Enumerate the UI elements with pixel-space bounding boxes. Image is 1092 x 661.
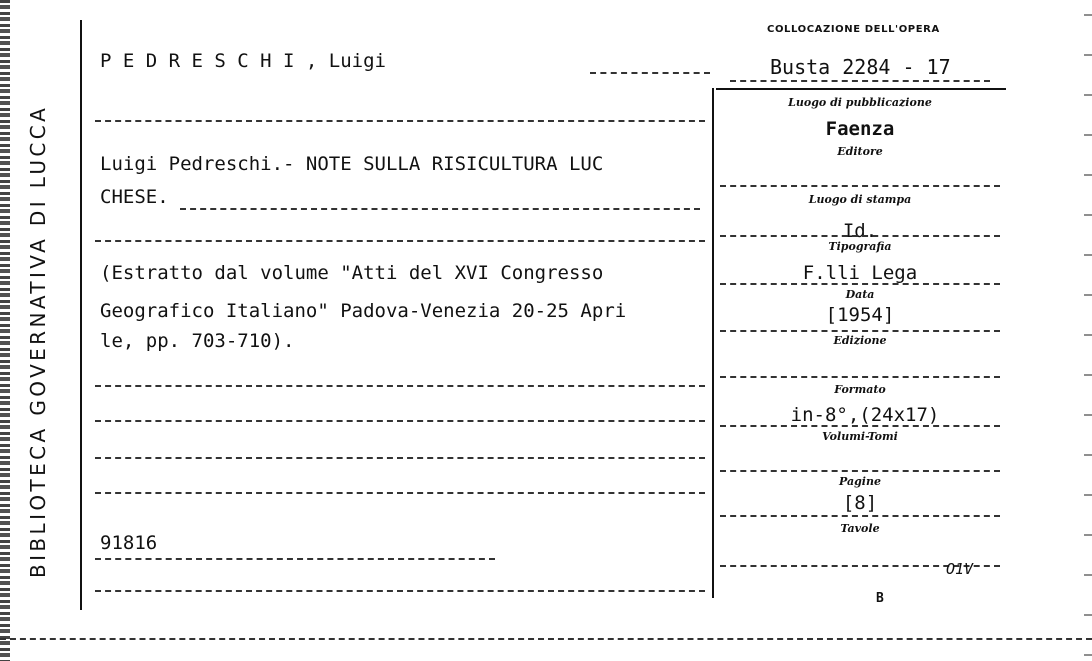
field-rule-2 (720, 235, 1000, 237)
rule-8 (95, 558, 495, 560)
rule-7 (95, 492, 705, 494)
field-value-luogo-pubblicazione: Faenza (825, 118, 895, 140)
author-heading: P E D R E S C H I , Luigi (100, 50, 386, 72)
rule-5 (95, 420, 705, 422)
left-margin-line (80, 20, 82, 610)
rule-1 (95, 120, 705, 122)
footer-mark: B (876, 591, 884, 606)
field-rule-6 (720, 425, 1000, 427)
field-label-tipografia: Tipografia (828, 240, 892, 253)
field-label-editore: Editore (837, 145, 883, 158)
field-rule-1 (720, 185, 1000, 187)
field-label-data: Data (845, 288, 875, 301)
card-edge-left (0, 0, 10, 661)
rule-9 (95, 590, 705, 592)
field-value-formato: in-8°,(24x17) (790, 404, 940, 426)
right-column-divider (712, 88, 714, 598)
field-label-volumi-tomi: Volumi-Tomi (822, 430, 898, 443)
inventory-number: 91816 (100, 532, 158, 554)
rule-6 (95, 457, 705, 459)
note-line-2: Geografico Italiano" Padova-Venezia 20-25 Apri (100, 300, 627, 322)
shelfmark-rule (730, 80, 990, 82)
bottom-rule (0, 638, 1092, 640)
collocazione-header: COLLOCAZIONE DELL'OPERA (767, 24, 940, 35)
field-label-luogo-stampa: Luogo di stampa (808, 193, 912, 206)
field-rule-7 (720, 470, 1000, 472)
note-line-1: (Estratto dal volume "Atti del XVI Congresso (100, 262, 604, 284)
field-value-pagine: [8] (842, 492, 878, 514)
field-value-luogo-stampa: Id. (842, 220, 878, 242)
field-value-tipografia: F.lli Lega (802, 262, 918, 284)
field-label-tavole: Tavole (840, 522, 880, 535)
field-rule-3 (720, 283, 1000, 285)
field-label-pagine: Pagine (839, 475, 881, 488)
stamp-mark: O1V (946, 560, 974, 578)
title-line-2: CHESE. (100, 186, 169, 208)
field-rule-5 (720, 376, 1000, 378)
author-rule (590, 72, 710, 74)
title-line-1: Luigi Pedreschi.- NOTE SULLA RISICULTURA LUC (100, 153, 604, 175)
rule-3 (95, 240, 705, 242)
field-label-formato: Formato (834, 383, 886, 396)
field-rule-8 (720, 515, 1000, 517)
field-value-data: [1954] (825, 304, 895, 326)
field-rule-4 (720, 330, 1000, 332)
field-label-luogo-pubblicazione: Luogo di pubblicazione (788, 96, 932, 109)
card-edge-right (1084, 0, 1092, 661)
rule-2 (180, 208, 700, 210)
note-line-3: le, pp. 703-710). (100, 330, 295, 352)
rule-4 (95, 385, 705, 387)
shelfmark: Busta 2284 - 17 (770, 55, 951, 79)
field-label-edizione: Edizione (833, 334, 887, 347)
right-column-top (716, 88, 1006, 90)
library-name: BIBLIOTECA GOVERNATIVA DI LUCCA (26, 104, 50, 578)
